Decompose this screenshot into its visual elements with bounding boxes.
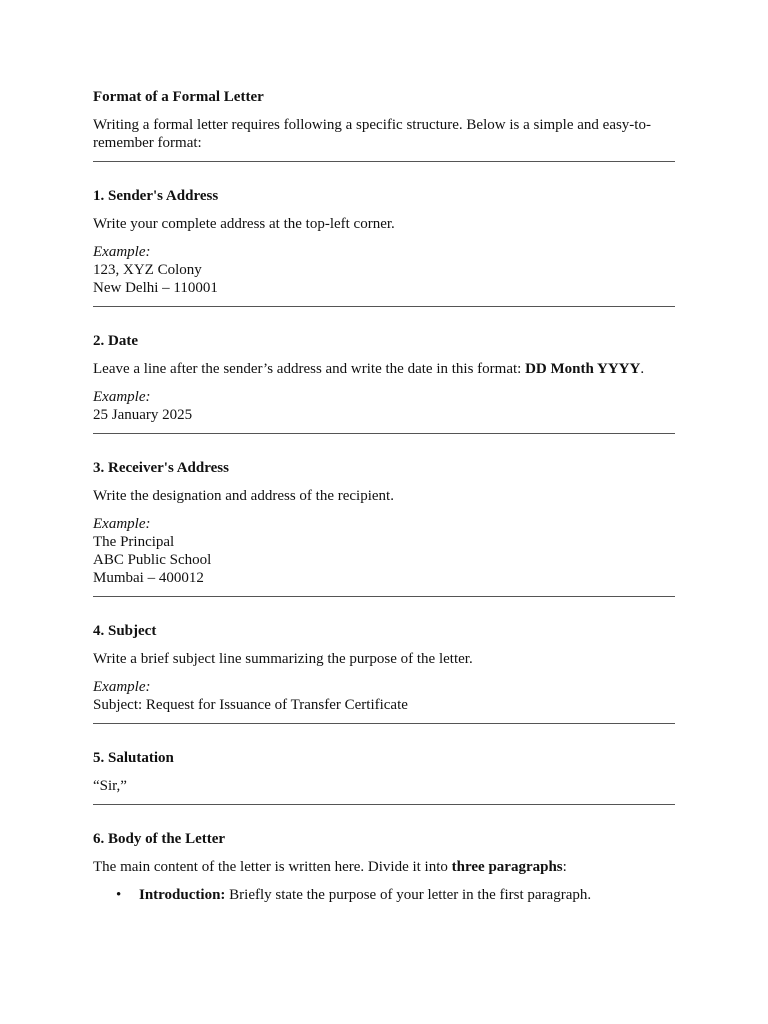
section-heading: 3. Receiver's Address <box>93 460 229 476</box>
intro-paragraph: Writing a formal letter requires following a specific structure. Below is a simple and easy-to-remember format: <box>93 117 651 151</box>
section-date <box>93 307 675 433</box>
example-label: Example: <box>93 516 151 532</box>
example-block <box>93 243 675 297</box>
section-salutation <box>93 724 675 804</box>
example-line: 123, XYZ Colony <box>93 262 202 278</box>
salutation-text: “Sir,” <box>93 778 127 794</box>
example-line: ABC Public School <box>93 552 212 568</box>
example-block <box>93 388 675 424</box>
document-title: Format of a Formal Letter <box>93 89 264 105</box>
section-description: Write a brief subject line summarizing the purpose of the letter. <box>93 651 473 667</box>
section-heading: 2. Date <box>93 333 138 349</box>
section-description <box>93 858 675 876</box>
bullet-label: Introduction: <box>139 887 226 903</box>
date-format: DD Month YYYY <box>525 361 641 377</box>
example-block <box>93 678 675 714</box>
example-line: Mumbai – 400012 <box>93 570 204 586</box>
description-period: . <box>640 361 645 377</box>
example-label: Example: <box>93 389 151 405</box>
section-heading: 1. Sender's Address <box>93 188 219 204</box>
section-heading: 4. Subject <box>93 623 157 639</box>
section-body-of-letter <box>93 805 675 913</box>
example-block <box>93 515 675 587</box>
section-receiver-address <box>93 434 675 596</box>
description-colon: : <box>562 859 567 875</box>
description-text: The main content of the letter is written here. Divide it into <box>93 859 452 875</box>
document-page <box>93 88 675 913</box>
section-heading: 6. Body of the Letter <box>93 831 226 847</box>
example-label: Example: <box>93 679 151 695</box>
section-sender-address <box>93 162 675 306</box>
example-line: New Delhi – 110001 <box>93 280 218 296</box>
bullet-text: Briefly state the purpose of your letter in the first paragraph. <box>225 887 592 903</box>
description-emphasis: three paragraphs <box>451 859 563 875</box>
section-description: Write the designation and address of the recipient. <box>93 488 394 504</box>
description-text: Leave a line after the sender’s address and write the date in this format: <box>93 361 526 377</box>
section-subject <box>93 597 675 723</box>
example-line: 25 January 2025 <box>93 407 193 423</box>
section-heading: 5. Salutation <box>93 750 174 766</box>
section-description: Write your complete address at the top-left corner. <box>93 216 395 232</box>
example-line: The Principal <box>93 534 175 550</box>
bullet-icon: • <box>116 887 122 903</box>
section-description <box>93 360 675 378</box>
bullet-item-introduction <box>116 886 675 904</box>
example-label: Example: <box>93 244 151 260</box>
bullet-list <box>93 886 675 904</box>
example-line: Subject: Request for Issuance of Transfer Certificate <box>93 697 408 713</box>
